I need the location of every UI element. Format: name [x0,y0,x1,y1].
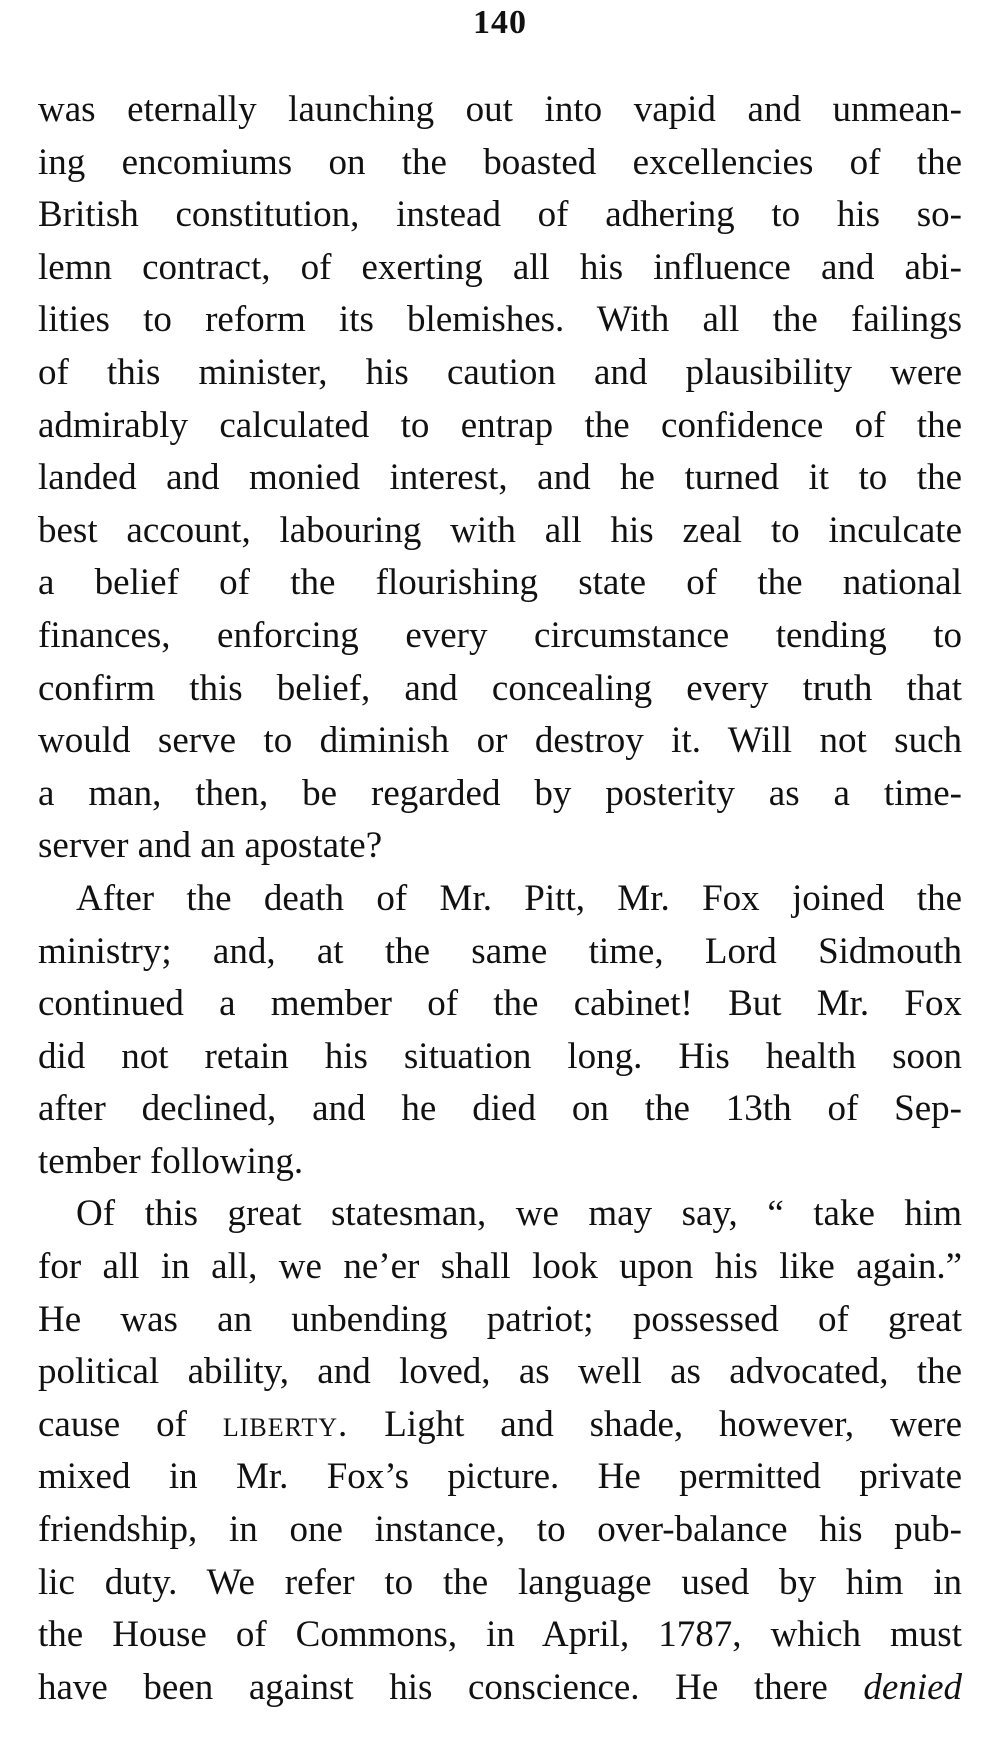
text-line: lities to reform its blemishes. With all the failings [38,299,962,341]
text-line: a man, then, be regarded by posterity as a time- [38,772,962,814]
text-line: would serve to diminish or destroy it. Will not such [38,720,962,762]
text-fragment: have been against his conscience. He there [38,1666,828,1708]
text-line: after declined, and he died on the 13th of Sep- [38,1088,962,1130]
paragraph-1 [38,84,962,873]
text-line: continued a member of the cabinet! But Mr. Fox [38,983,962,1025]
text-line [38,1399,962,1452]
text-line: After the death of Mr. Pitt, Mr. Fox joined the [76,877,962,919]
italic-denied: denied [863,1666,962,1708]
text-line: ing encomiums on the boasted excellencies of the [38,141,962,183]
text-line: He was an unbending patriot; possessed of great [38,1298,962,1340]
text-line: tember following. [38,1140,304,1182]
text-line [38,1662,962,1715]
text-line: ministry; and, at the same time, Lord Sidmouth [38,930,962,972]
text-line: confirm this belief, and concealing every truth that [38,667,962,709]
page-number: 140 [473,4,527,41]
text-line: lemn contract, of exerting all his influence and abi- [38,246,962,288]
text-line: political ability, and loved, as well as advocated, the [38,1351,962,1393]
text-line: mixed in Mr. Fox’s picture. He permitted private [38,1456,962,1498]
text-line: admirably calculated to entrap the confidence of the [38,404,962,446]
text-line: Of this great statesman, we may say, “ take him [76,1193,962,1235]
text-line: best account, labouring with all his zeal to inculcate [38,509,962,551]
text-line: friendship, in one instance, to over-balance his pub- [38,1509,962,1551]
paragraph-3 [38,1188,962,1714]
smallcaps-liberty: liberty. [222,1403,349,1445]
text-line: landed and monied interest, and he turned it to the [38,457,962,499]
body-text [38,84,962,1714]
text-fragment: cause of [38,1403,187,1445]
text-line: was eternally launching out into vapid and unmean- [38,89,962,130]
text-line: British constitution, instead of adhering to his so- [38,194,962,236]
text-line: for all in all, we ne’er shall look upon his like again.” [38,1246,962,1288]
text-line: server and an apostate? [38,825,383,867]
text-line: of this minister, his caution and plausibility were [38,351,962,393]
text-line: finances, enforcing every circumstance tending to [38,614,962,656]
text-line: did not retain his situation long. His health soon [38,1035,962,1077]
text-line: lic duty. We refer to the language used by him in [38,1561,962,1603]
text-line: a belief of the flourishing state of the national [38,562,962,604]
text-line: the House of Commons, in April, 1787, which must [38,1614,962,1656]
paragraph-2 [38,873,962,1189]
text-fragment: Light and shade, however, were [384,1403,962,1445]
